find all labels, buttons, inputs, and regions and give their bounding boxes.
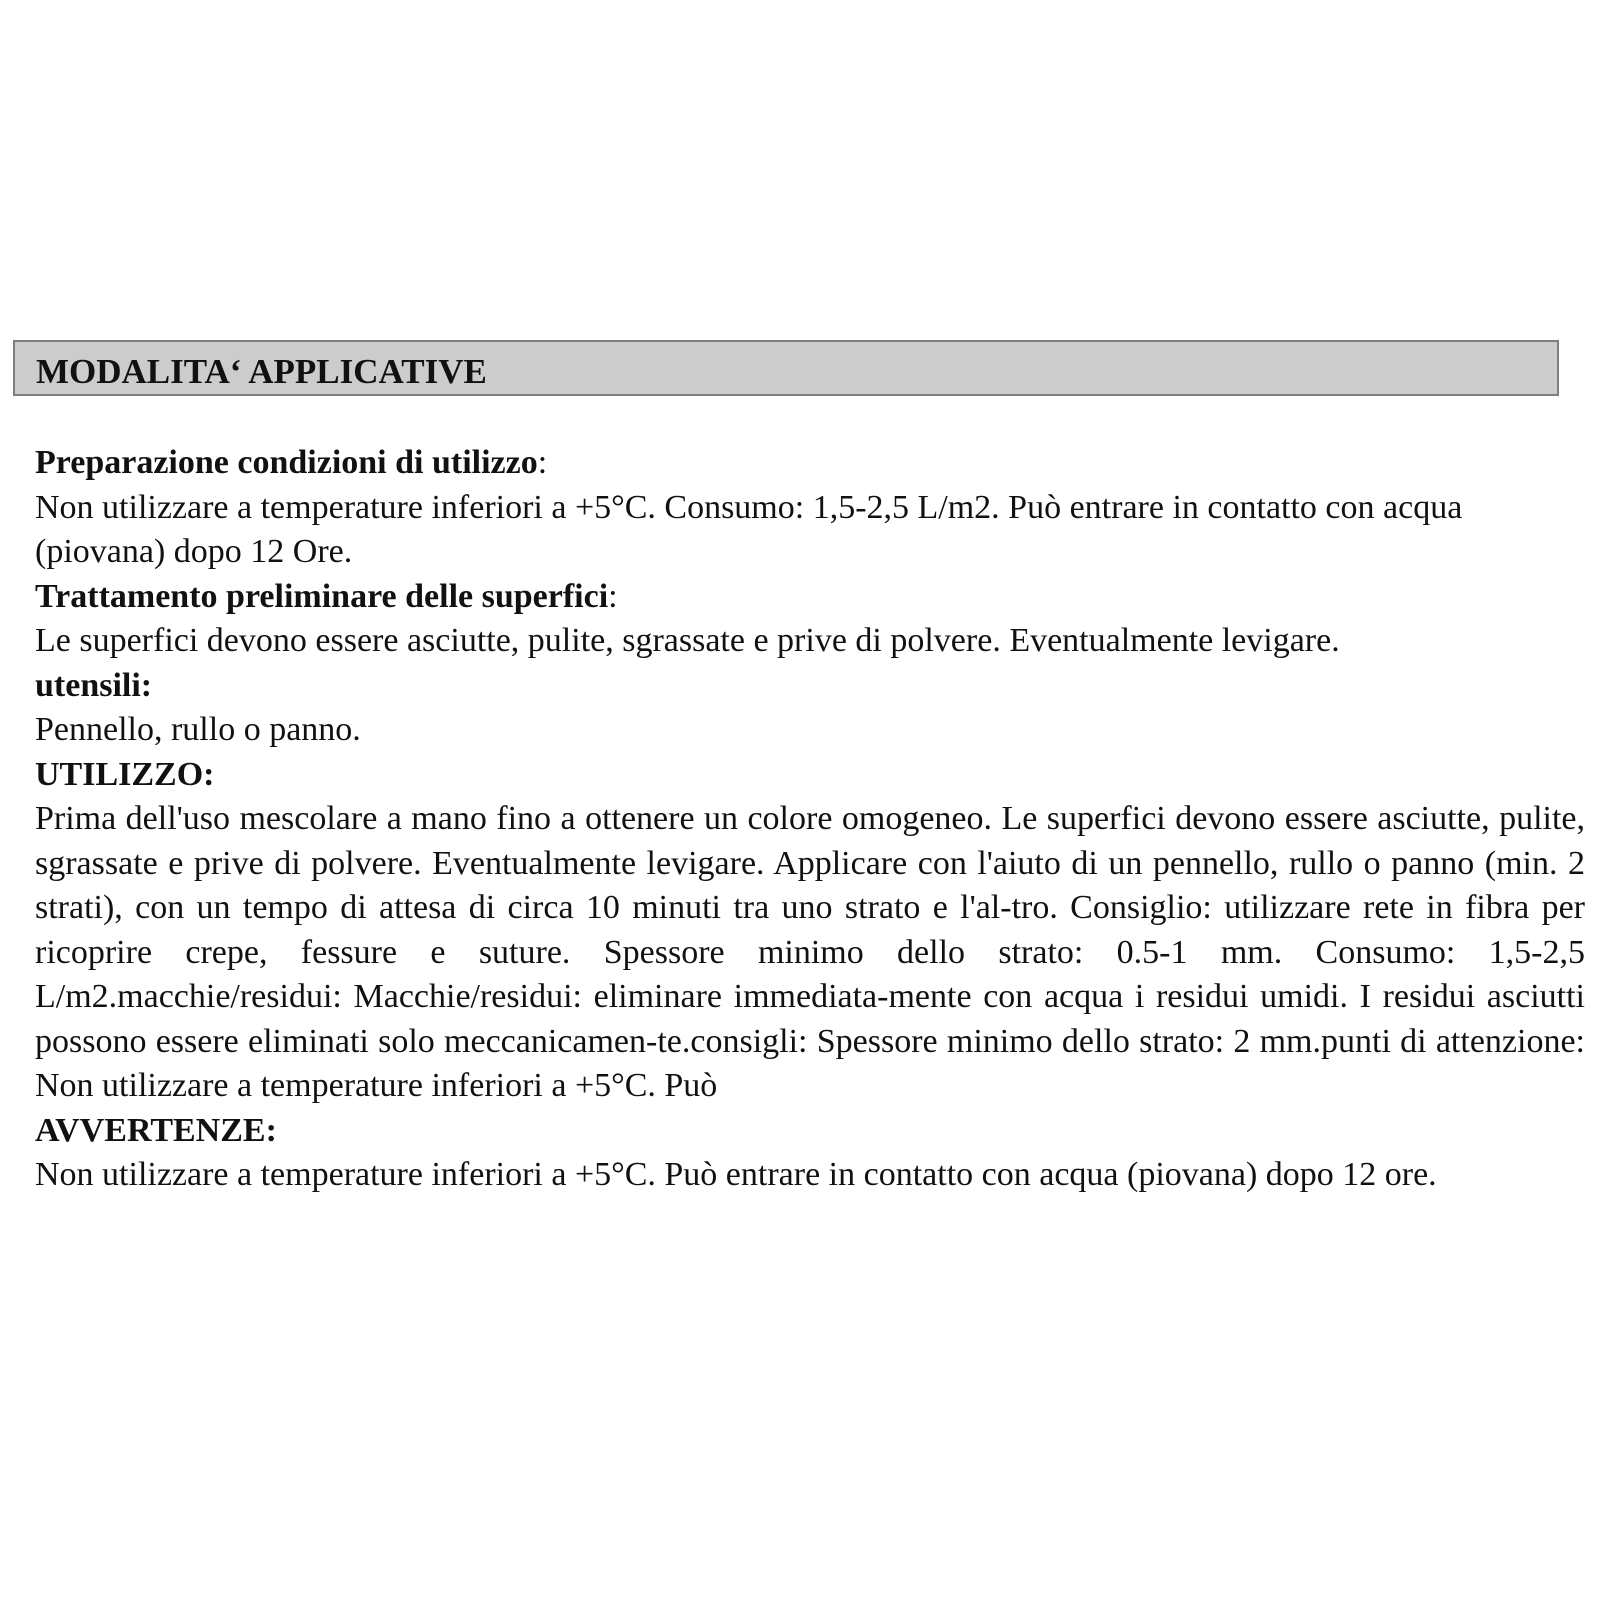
heading-preparazione-colon: : — [537, 444, 548, 481]
heading-avvertenze-label: AVVERTENZE: — [35, 1111, 277, 1149]
paragraph-utilizzo: Prima dell'uso mescolare a mano fino a ottenere un colore omogeneo. Le superfici devono essere asciutte, pulite, sgrassate e prive di polvere. Eventualmente levigare. Applicare con l'aiuto di un pennello, rullo o panno (min. 2 strati), con un tempo di attesa di circa 10 minuti tra uno strato e l'al-tro. Consiglio: utilizzare rete in fibra per ricoprire crepe, fessure e suture. Spessore minimo dello strato: 0.5-1 mm. Consumo: 1,5-2,5 L/m2.macchie/residui: Macchie/residui: eliminare immediata-mente con acqua i residui umidi. I residui asciutti possono essere eliminati solo meccanicamen-te.consigli: Spessore minimo dello strato: 2 mm.punti di attenzione: Non utilizzare a temperature inferiori a +5°C. Può — [35, 800, 1585, 1104]
section-title: MODALITA‘ APPLICATIVE — [36, 352, 487, 391]
heading-utensili — [35, 664, 1585, 709]
section-header — [13, 340, 1559, 396]
heading-trattamento-colon: : — [608, 577, 618, 615]
paragraph-avvertenze: Non utilizzare a temperature inferiori a +5°C. Può entrare in contatto con acqua (piovana) dopo 12 ore. — [35, 1156, 1437, 1193]
heading-preparazione-label: Preparazione condizioni di utilizzo — [35, 444, 538, 481]
heading-utilizzo-label: UTILIZZO: — [35, 755, 215, 793]
heading-trattamento-label: Trattamento preliminare delle superfici — [35, 577, 609, 615]
document-body — [35, 441, 1585, 1198]
paragraph-trattamento: Le superfici devono essere asciutte, pulite, sgrassate e prive di polvere. Eventualmente levigare. — [35, 622, 1340, 659]
paragraph-utensili: Pennello, rullo o panno. — [35, 711, 361, 748]
heading-utensili-label: utensili: — [35, 666, 153, 704]
heading-avvertenze — [35, 1109, 1585, 1154]
heading-utilizzo — [35, 753, 1585, 798]
heading-preparazione — [35, 441, 1585, 486]
paragraph-preparazione: Non utilizzare a temperature inferiori a +5°C. Consumo: 1,5-2,5 L/m2. Può entrare in contatto con acqua (piovana) dopo 12 Ore. — [35, 488, 1463, 570]
heading-trattamento — [35, 575, 1585, 620]
